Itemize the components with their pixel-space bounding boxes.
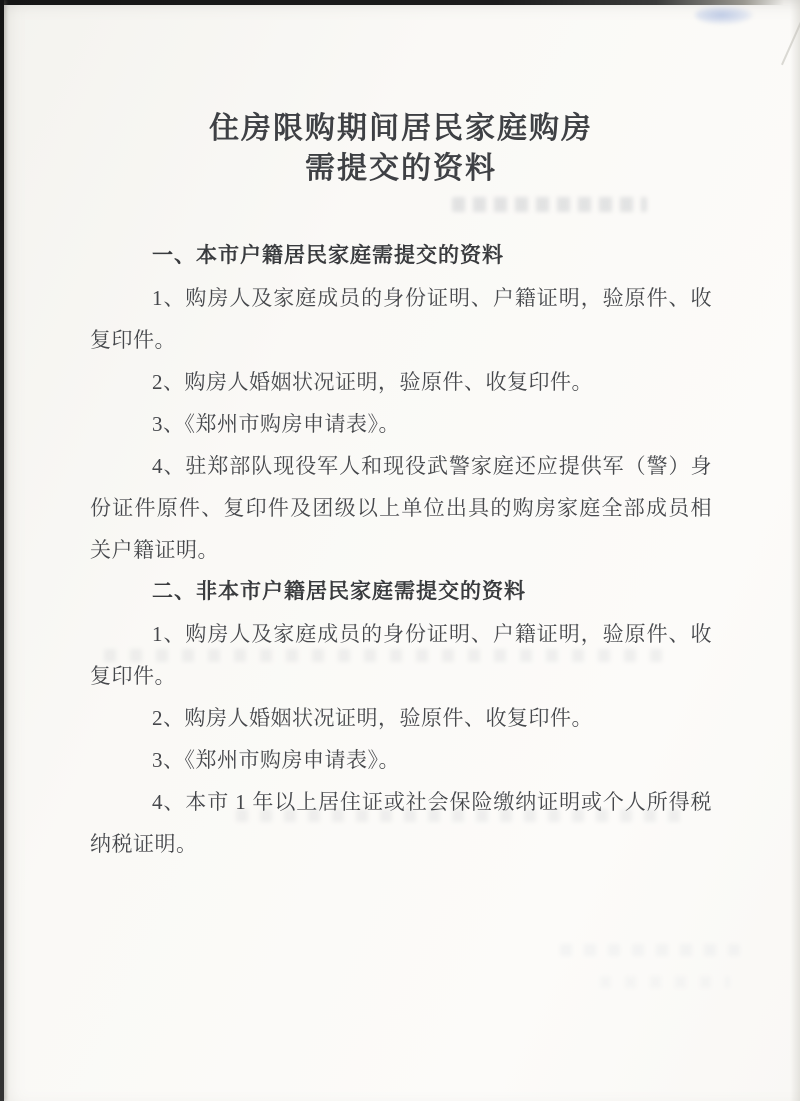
section-1-item-3: 3、《郑州市购房申请表》。: [152, 412, 400, 436]
section-2-item-1: 1、购房人及家庭成员的身份证明、户籍证明，验原件、收复印件。: [90, 622, 712, 688]
bleed-through-mark: [560, 944, 740, 956]
bleed-through-mark: [600, 976, 730, 988]
section-1-item-1: 1、购房人及家庭成员的身份证明、户籍证明，验原件、收复印件。: [90, 286, 712, 352]
document-body: [90, 235, 712, 865]
document-title: [90, 109, 712, 189]
section-2-item-3: 3、《郑州市购房申请表》。: [152, 748, 400, 772]
document-text-column: [90, 0, 712, 865]
section-1-item-4: 4、驻郑部队现役军人和现役武警家庭还应提供军（警）身份证件原件、复印件及团级以上单位出具的购房家庭全部成员相关户籍证明。: [90, 454, 712, 562]
scanner-edge-left: [0, 0, 4, 1101]
section-2-item-4: 4、本市 1 年以上居住证或社会保险缴纳证明或个人所得税纳税证明。: [90, 790, 712, 856]
document-title-line-2: 需提交的资料: [305, 152, 497, 185]
paper-edge-right: [790, 0, 800, 1101]
section-2-heading: 二、非本市户籍居民家庭需提交的资料: [152, 580, 526, 603]
document-title-line-1: 住房限购期间居民家庭购房: [209, 112, 593, 145]
section-2-item-2: 2、购房人婚姻状况证明，验原件、收复印件。: [152, 706, 593, 730]
section-1-heading: 一、本市户籍居民家庭需提交的资料: [152, 244, 504, 267]
section-1-item-2: 2、购房人婚姻状况证明，验原件、收复印件。: [152, 370, 593, 394]
